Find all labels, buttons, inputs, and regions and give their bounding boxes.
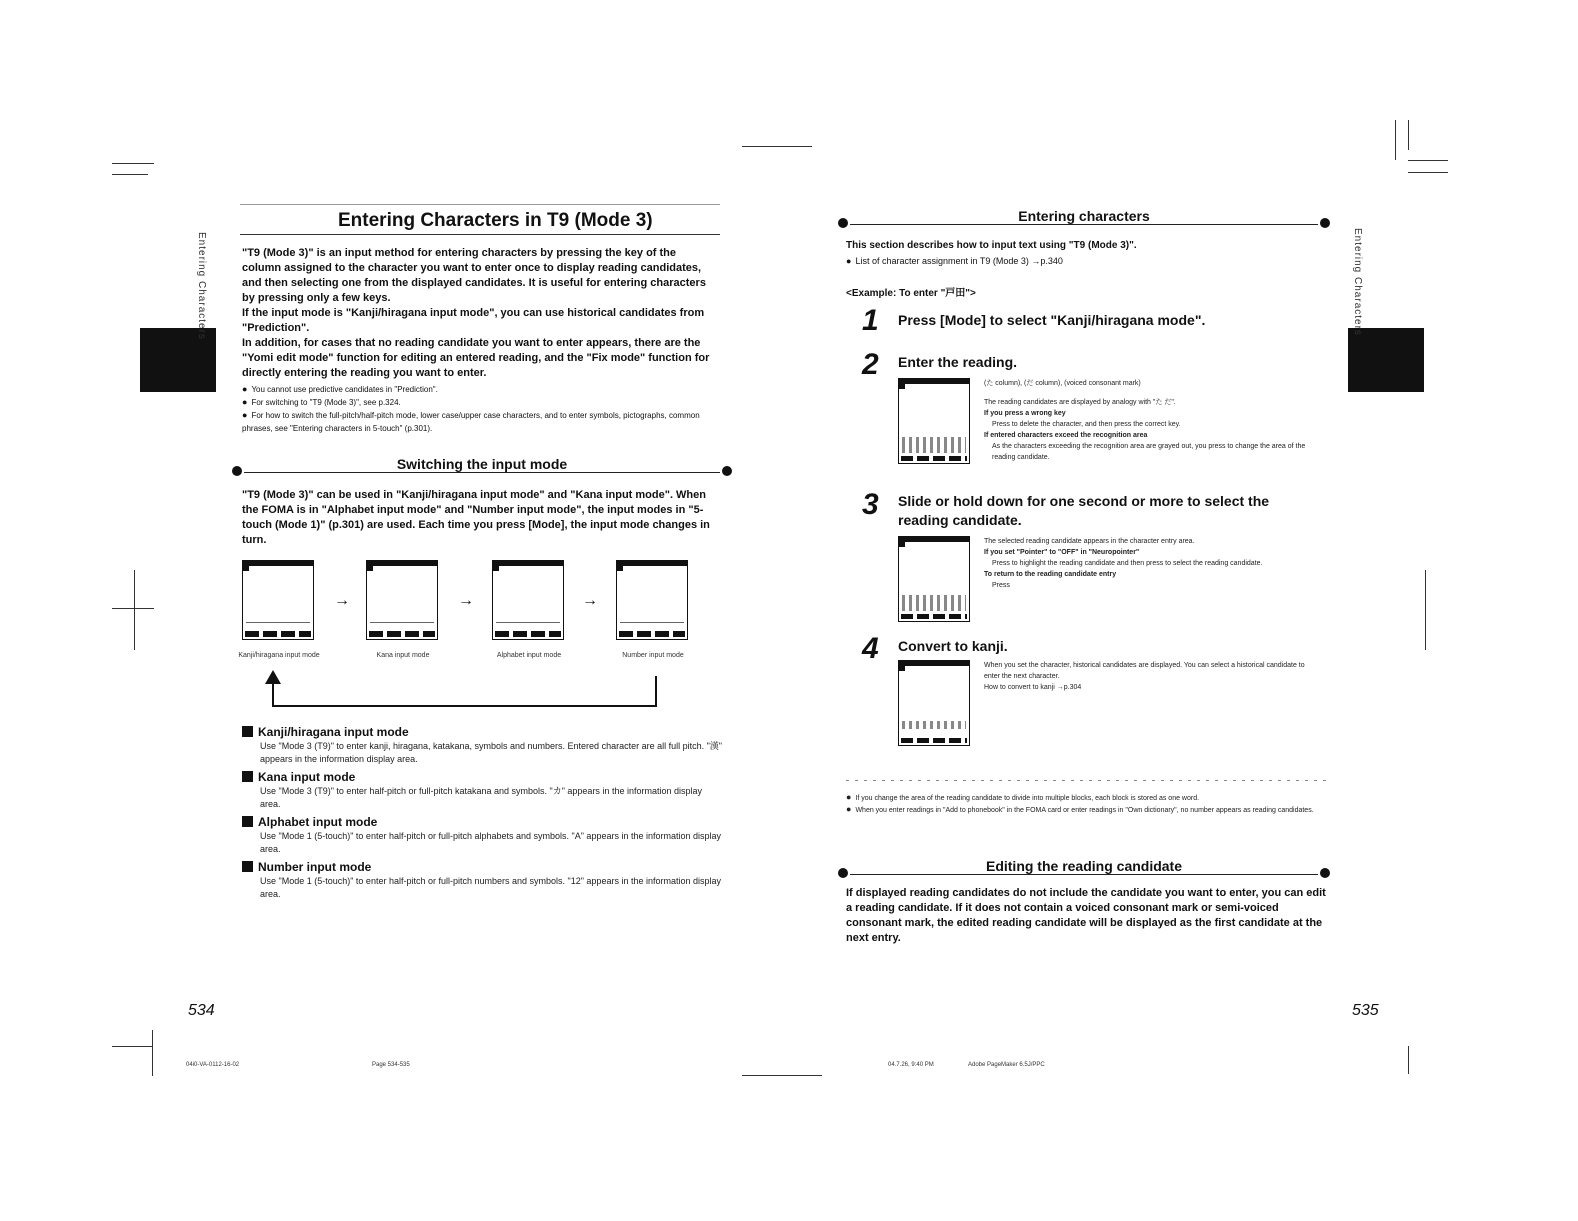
step-line: The selected reading candidate appears in the character entry area.: [984, 538, 1195, 545]
step-line: If you press a wrong key: [984, 410, 1066, 417]
mode-description: Use "Mode 3 (T9)" to enter kanji, hiragana, katakana, symbols and numbers. Entered character are all full pitch. "漢" appears in the information display area.: [260, 741, 723, 764]
crop-mark: [1395, 120, 1396, 160]
step-title: Enter the reading.: [898, 354, 1018, 370]
arrow-right-icon: →: [458, 592, 474, 609]
section-title: Editing the reading candidate: [985, 858, 1183, 874]
step-line: If you set "Pointer" to "OFF" in "Neuropointer": [984, 549, 1140, 556]
arrow-right-icon: →: [582, 592, 598, 609]
side-label: Entering Characters: [1352, 228, 1363, 336]
step-line: To return to the reading candidate entry: [984, 571, 1117, 578]
crop-mark: [152, 1030, 153, 1076]
step-number: 4: [862, 632, 879, 665]
mode-description: Use "Mode 3 (T9)" to enter half-pitch or full-pitch katakana and symbols. "カ" appears in the information display area.: [260, 786, 702, 809]
step-number: 2: [862, 348, 879, 381]
crop-mark: [1425, 570, 1426, 650]
crop-mark: [112, 163, 154, 164]
footnote-item: ● When you enter readings in "Add to phonebook" in the FOMA card or enter readings in "Own dictionary", no number appears as reading candidates.: [846, 804, 1326, 816]
mode-heading: Kana input mode: [242, 769, 722, 785]
title-underline: [240, 234, 720, 235]
mode-entry: [242, 859, 722, 901]
step-line: (た column), (だ column), (voiced consonant mark): [984, 380, 1141, 387]
intro-paragraph: If the input mode is "Kanji/hiragana input mode", you can use historical candidates from "Prediction".: [242, 307, 705, 334]
footer-app: Adobe PageMaker 6.5J/PPC: [968, 1062, 1045, 1068]
side-label: Entering Characters: [196, 232, 207, 340]
crop-mark: [742, 146, 812, 147]
section-heading-switching: [232, 454, 732, 480]
screen-kana-mode: [366, 560, 438, 640]
caption-kana: Kana input mode: [376, 652, 430, 659]
screen-kanji-mode: [242, 560, 314, 640]
phone-screen-step2: [898, 378, 970, 464]
note-item: ● For how to switch the full-pitch/half-pitch mode, lower case/upper case characters, and to enter symbols, pictographs, common phrases, see "Entering characters in 5-touch" (p.301).: [242, 409, 717, 435]
note-item: ● You cannot use predictive candidates in "Prediction".: [242, 383, 717, 396]
caption-number: Number input mode: [622, 652, 684, 659]
cycle-return-line: [655, 676, 657, 707]
crop-mark: [1408, 160, 1448, 161]
edit-text: If displayed reading candidates do not include the candidate you want to enter, you can edit a reading candidate. If it does not contain a voiced consonant mark or semi-voiced consonant mark, the edited reading candidate will be displayed as the first candidate at the next entry.: [846, 887, 1326, 944]
mode-heading: Alphabet input mode: [242, 814, 722, 830]
step-line: Press to delete the character, and then press the correct key.: [992, 421, 1181, 428]
step-description: [984, 660, 1314, 693]
section-title: Entering characters: [1018, 208, 1150, 224]
intro-paragraph: In addition, for cases that no reading candidate you want to enter appears, there are the "Yomi edit mode" function for editing an entered reading, and the "Fix mode" function for directly entering the reading you want to enter.: [242, 337, 710, 379]
page-title: Entering Characters in T9 (Mode 3): [338, 210, 653, 231]
crop-mark: [112, 1046, 152, 1047]
crop-mark: [1408, 172, 1448, 173]
step-line: As the characters exceeding the recognition area are grayed out, you press to change the area of the reading candidate.: [992, 443, 1306, 461]
footer-timestamp: 04.7.26, 9:40 PM: [888, 1062, 934, 1068]
crop-mark: [742, 1075, 822, 1076]
section-heading-entering: [838, 206, 1330, 232]
step-number: 1: [862, 304, 879, 337]
arrow-right-icon: →: [334, 592, 350, 609]
section-title: Switching the input mode: [396, 456, 568, 472]
step-description: [984, 378, 1314, 463]
example-label: <Example: To enter "戸田">: [846, 288, 976, 299]
mode-heading: Kanji/hiragana input mode: [242, 724, 722, 740]
switch-text: "T9 (Mode 3)" can be used in "Kanji/hiragana input mode" and "Kana input mode". When the FOMA is in "Alphabet input mode" and "Number input mode", the input modes in "5-touch (Mode 1)" (p.301) are used. Each time you press [Mode], the input mode changes in turn.: [242, 489, 710, 546]
right-intro-bullet: ● List of character assignment in T9 (Mode 3) →p.340: [846, 256, 1063, 266]
footer-page-range: Page 534-535: [372, 1062, 410, 1068]
step-line: If entered characters exceed the recognition area: [984, 432, 1148, 439]
arrow-up-icon: [265, 670, 281, 684]
cycle-return-line: [272, 705, 656, 707]
step-description: [984, 536, 1314, 591]
mode-entry: [242, 814, 722, 856]
title-rule: [240, 204, 720, 205]
mode-entry: [242, 724, 722, 766]
page-number-left: 534: [188, 1002, 215, 1019]
footnotes: [846, 792, 1326, 816]
step-number: 3: [862, 488, 879, 521]
cycle-return-line: [272, 682, 274, 706]
footnote-rule: [846, 780, 1326, 781]
caption-alphabet: Alphabet input mode: [496, 652, 562, 659]
crop-mark: [1408, 120, 1409, 150]
mode-description: Use "Mode 1 (5-touch)" to enter half-pitch or full-pitch alphabets and symbols. "A" appears in the information display area.: [260, 831, 722, 854]
crop-mark: [112, 608, 154, 609]
footnote-item: ● If you change the area of the reading candidate to divide into multiple blocks, each block is stored as one word.: [846, 792, 1326, 804]
intro-block: [242, 246, 717, 435]
step-title: Press [Mode] to select "Kanji/hiragana mode".: [898, 312, 1206, 328]
caption-kanji: Kanji/hiragana input mode: [238, 652, 320, 659]
section-heading-editing: [838, 856, 1330, 882]
step-line: When you set the character, historical candidates are displayed. You can select a historical candidate to enter the next character.: [984, 662, 1305, 680]
mode-entry: [242, 769, 722, 811]
step-title: Slide or hold down for one second or more to select the reading candidate.: [898, 493, 1270, 528]
step-line: Press: [992, 582, 1010, 589]
step-line: How to convert to kanji →p.304: [984, 684, 1082, 691]
intro-paragraph: "T9 (Mode 3)" is an input method for entering characters by pressing the key of the column assigned to the character you want to enter once to display reading candidates, and then selecting one from the displayed candidates. It is useful for entering characters by pressing only a few keys.: [242, 247, 706, 304]
modes-list: [242, 724, 722, 901]
crop-mark: [112, 174, 148, 175]
chapter-tab: [1348, 328, 1424, 392]
footer-file-code: 04i0-VA-0112-16-02: [186, 1062, 240, 1068]
crop-mark: [134, 570, 135, 650]
right-intro: This section describes how to input text using "T9 (Mode 3)".: [846, 240, 1137, 251]
screen-number-mode: [616, 560, 688, 640]
screen-alphabet-mode: [492, 560, 564, 640]
phone-screen-step4: [898, 660, 970, 746]
step-line: Press to highlight the reading candidate and then press to select the reading candidate.: [992, 560, 1263, 567]
mode-description: Use "Mode 1 (5-touch)" to enter half-pitch or full-pitch numbers and symbols. "12" appears in the information display area.: [260, 876, 722, 899]
step-line: The reading candidates are displayed by analogy with "た だ".: [984, 399, 1176, 406]
phone-screen-step3: [898, 536, 970, 622]
step-title: Convert to kanji.: [898, 638, 1008, 654]
note-item: ● For switching to "T9 (Mode 3)", see p.324.: [242, 396, 717, 409]
crop-mark: [1408, 1046, 1409, 1074]
mode-heading: Number input mode: [242, 859, 722, 875]
page-number-right: 535: [1352, 1002, 1379, 1019]
